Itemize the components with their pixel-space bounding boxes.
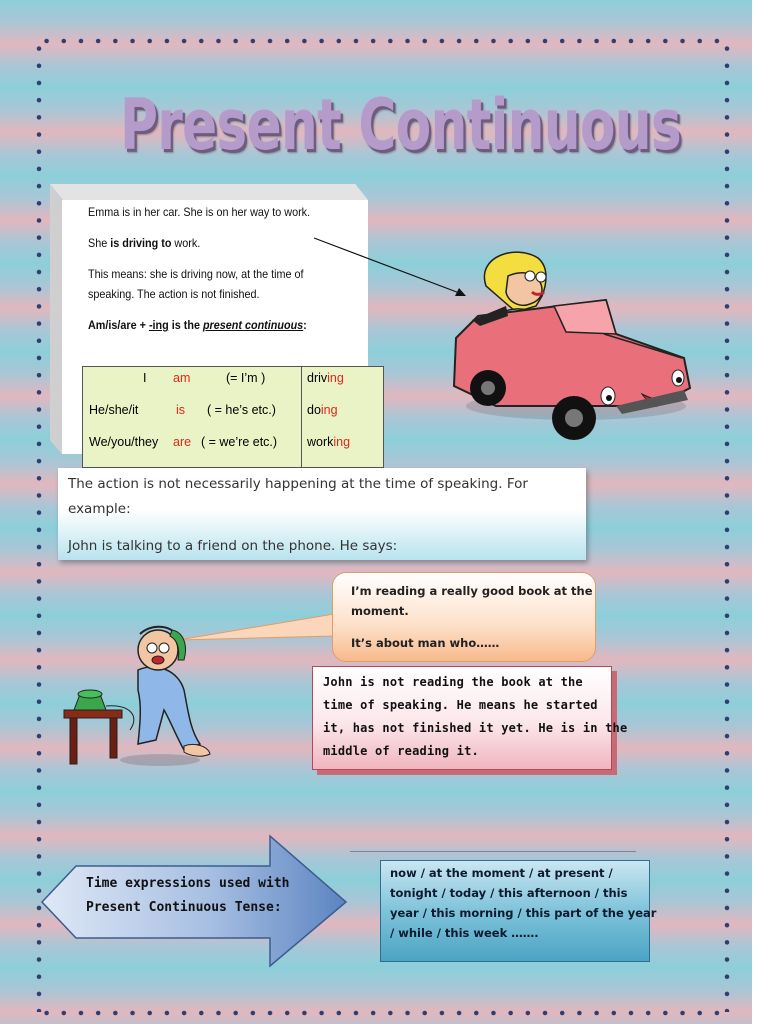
table-example: doing <box>307 403 338 417</box>
table-example: working <box>307 435 351 449</box>
rule-term: present continuous <box>202 318 304 332</box>
box-top-bevel <box>50 184 368 200</box>
bubble-line-1: I’m reading a really good book at the <box>351 584 593 598</box>
time-expressions-line: now / at the moment / at present / <box>390 866 613 880</box>
example-line-2: She is driving to work. <box>88 236 201 250</box>
rule-line: Am/is/are + -ing is the present continuous: <box>88 318 307 332</box>
note-line-1: The action is not necessarily happening at the time of speaking. For <box>68 476 528 492</box>
example-line-3b: speaking. The action is not finished. <box>88 287 260 301</box>
time-expressions-arrow <box>40 832 350 972</box>
page-edge <box>752 0 768 1024</box>
page-title: Present Continuous <box>120 84 682 166</box>
example-box <box>50 184 368 454</box>
table-example: driving <box>307 371 344 385</box>
dotted-border-top <box>38 38 728 44</box>
note-line-2: example: <box>68 501 131 517</box>
table-subject: He/she/it <box>89 403 139 417</box>
explanation-line: middle of reading it. <box>323 744 479 758</box>
divider-line <box>350 851 636 852</box>
table-verb: is <box>176 403 186 417</box>
explanation-line: time of speaking. He means he started <box>323 698 598 712</box>
table-subject: I <box>143 371 147 385</box>
time-expressions-line: year / this morning / this part of the year <box>390 906 657 920</box>
table-subject: We/you/they <box>89 435 159 449</box>
table-divider <box>301 367 302 467</box>
table-verb: am <box>173 371 191 385</box>
dotted-border-bottom <box>38 1010 728 1016</box>
bubble-line-2: moment. <box>351 604 409 618</box>
explanation-box <box>312 666 628 770</box>
arrow-line-2: Present Continuous Tense: <box>86 900 282 915</box>
table-verb: are <box>173 435 192 449</box>
example-line-3a: This means: she is driving now, at the time of <box>88 267 304 281</box>
note-box <box>58 468 586 560</box>
example-verb-phrase: is driving to <box>110 236 172 250</box>
bubble-line-3: It’s about man who…… <box>351 636 500 650</box>
time-expressions-line: / while / this week ……. <box>390 926 539 940</box>
arrow-line-1: Time expressions used with <box>86 876 290 891</box>
speech-bubble <box>332 572 596 662</box>
woman-driving-car-illustration <box>446 246 692 446</box>
explanation-line: it, has not finished it yet. He is in the <box>323 721 628 735</box>
table-contraction: ( = we’re etc.) <box>201 435 278 449</box>
box-left-bevel <box>50 184 62 454</box>
table-contraction: ( = he’s etc.) <box>207 403 276 417</box>
example-line-1: Emma is in her car. She is on her way to work. <box>88 205 311 219</box>
explanation-line: John is not reading the book at the <box>323 675 583 689</box>
table-contraction: (= I’m ) <box>226 371 266 385</box>
note-line-3: John is talking to a friend on the phone. He says: <box>68 538 398 554</box>
time-expressions-box <box>380 860 657 962</box>
dotted-border-right <box>724 40 730 1012</box>
time-expressions-line: tonight / today / this afternoon / this <box>390 886 628 900</box>
conjugation-table <box>82 366 384 468</box>
man-on-phone-illustration <box>60 620 220 770</box>
